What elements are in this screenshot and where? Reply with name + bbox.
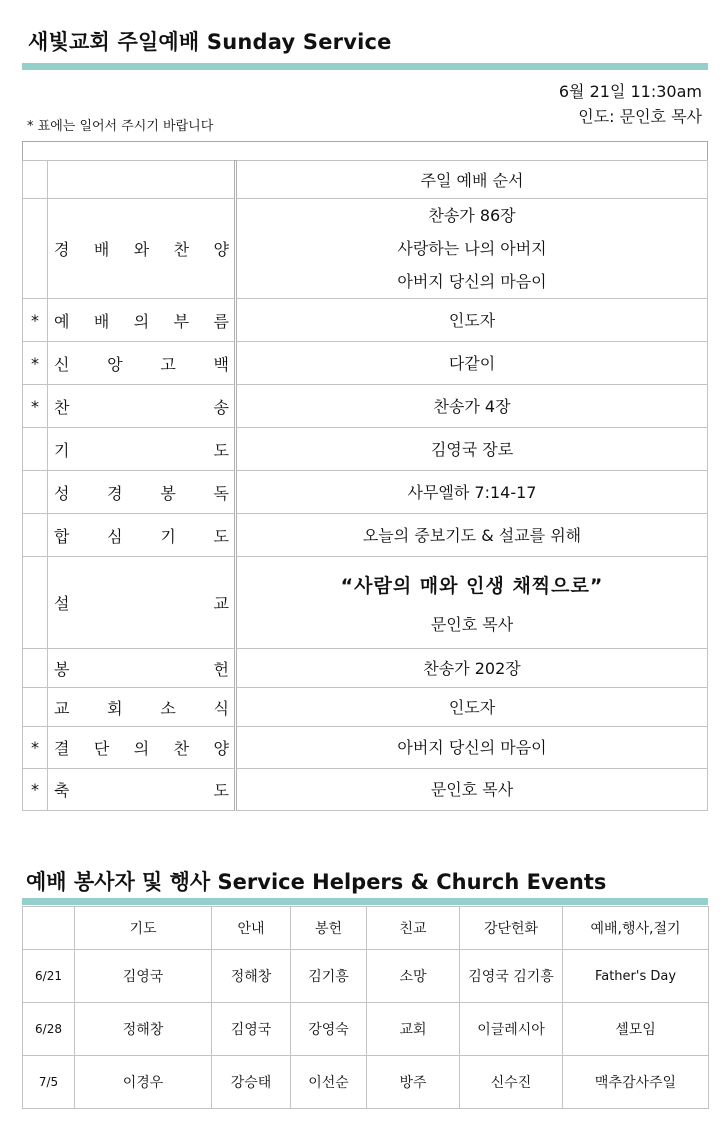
helpers-column-header: 친교 (367, 907, 460, 950)
order-item-value (236, 727, 708, 769)
order-value-line: 사무엘하 7:14-17 (407, 482, 537, 502)
order-item-label (48, 649, 236, 688)
order-item-label (48, 385, 236, 428)
label-char: 의 (133, 739, 150, 758)
helpers-cell: 김기흥 (291, 950, 367, 1003)
helpers-column-header: 봉헌 (291, 907, 367, 950)
order-item-value (236, 688, 708, 727)
label-char: 양 (213, 739, 229, 758)
order-value-line: 찬송가 202장 (423, 658, 521, 678)
order-value-line: 아버지 당신의 마음이 (397, 272, 547, 291)
label-char: 와 (133, 240, 150, 259)
label-char: 회 (107, 698, 123, 718)
label-char: 교 (54, 698, 70, 718)
label-char: 교 (213, 594, 229, 613)
helpers-column-header: 강단헌화 (460, 907, 563, 950)
label-char: 설 (54, 594, 70, 613)
helpers-cell: 이글레시아 (460, 1003, 563, 1056)
label-char: 헌 (213, 659, 229, 679)
helpers-row (23, 950, 709, 1003)
label-char: 도 (213, 526, 229, 546)
standing-mark: * (23, 769, 48, 811)
helpers-cell: 김영국 김기흥 (460, 950, 563, 1003)
helpers-column-header: 예배,행사,절기 (563, 907, 709, 950)
helpers-cell: 김영국 (212, 1003, 291, 1056)
helpers-cell: 이경우 (75, 1056, 212, 1109)
order-value-line: 찬송가 4장 (433, 396, 511, 416)
label-char: 경 (54, 240, 70, 259)
label-char: 의 (133, 311, 150, 331)
label-char: 봉 (160, 483, 176, 503)
label-char: 기 (160, 526, 176, 546)
label-char: 찬 (54, 397, 70, 417)
order-item-label (48, 557, 236, 649)
label-char: 배 (93, 311, 110, 331)
blank-banner (22, 141, 708, 161)
order-value-line: 김영국 장로 (430, 439, 514, 459)
helpers-cell: 교회 (367, 1003, 460, 1056)
helpers-cell: 정해창 (75, 1003, 212, 1056)
standing-mark: * (23, 342, 48, 385)
order-row (23, 385, 708, 428)
order-item-label (48, 471, 236, 514)
label-char: 심 (107, 526, 123, 546)
order-item-value (236, 769, 708, 811)
order-row (23, 727, 708, 769)
order-header-row (23, 161, 708, 199)
order-item-label (48, 769, 236, 811)
label-char: 합 (54, 526, 70, 546)
order-heading: 주일 예배 순서 (236, 161, 708, 199)
label-char: 양 (213, 240, 229, 259)
label-char: 도 (213, 440, 229, 460)
order-item-value (236, 199, 708, 299)
order-item-label (48, 299, 236, 342)
order-item-value (236, 471, 708, 514)
label-char: 경 (107, 483, 123, 503)
order-row (23, 649, 708, 688)
label-char: 송 (213, 397, 229, 417)
helpers-cell: 맥추감사주일 (563, 1056, 709, 1109)
helpers-cell: 소망 (367, 950, 460, 1003)
label-char: 앙 (107, 354, 123, 374)
label-char: 결 (54, 739, 70, 758)
order-row (23, 342, 708, 385)
standing-mark (23, 688, 48, 727)
helpers-divider (22, 898, 708, 905)
order-value-line: 인도자 (448, 310, 496, 330)
helpers-cell: 신수진 (460, 1056, 563, 1109)
order-value-line: 문인호 목사 (430, 780, 514, 799)
helpers-date-cell: 6/21 (23, 950, 75, 1003)
label-char: 독 (213, 483, 229, 503)
label-char: 백 (213, 354, 229, 374)
label-char: 기 (54, 440, 70, 460)
standing-mark (23, 428, 48, 471)
helpers-column-header (23, 907, 75, 950)
order-item-label (48, 727, 236, 769)
label-char: 식 (213, 698, 229, 718)
helpers-cell: 방주 (367, 1056, 460, 1109)
label-char: 예 (54, 311, 70, 331)
helpers-cell: 강승태 (212, 1056, 291, 1109)
standing-note: * 표에는 일어서 주시기 바랍니다 (27, 119, 214, 134)
order-value-line: 문인호 목사 (430, 615, 514, 634)
order-row (23, 299, 708, 342)
label-char: 성 (54, 483, 70, 503)
label-char: 단 (93, 739, 110, 758)
helpers-column-header: 기도 (75, 907, 212, 950)
order-item-value (236, 299, 708, 342)
standing-mark (23, 557, 48, 649)
title-divider (22, 63, 708, 70)
service-date-time: 6월 21일 11:30am (558, 82, 702, 101)
label-char: 름 (213, 311, 229, 331)
order-value-line: 사랑하는 나의 아버지 (397, 239, 547, 258)
order-item-value (236, 514, 708, 557)
helpers-cell: 강영숙 (291, 1003, 367, 1056)
label-char: 소 (160, 698, 176, 718)
standing-mark (23, 649, 48, 688)
order-row (23, 557, 708, 649)
order-item-label (48, 199, 236, 299)
standing-mark: * (23, 299, 48, 342)
sermon-title: “사람의 매와 인생 채찍으로” (340, 575, 604, 597)
helpers-cell: Father's Day (563, 950, 709, 1003)
label-char: 신 (54, 354, 70, 374)
label-char: 부 (173, 311, 190, 331)
service-leader: 인도: 문인호 목사 (578, 107, 702, 126)
order-value-line: 찬송가 86장 (428, 206, 516, 225)
standing-mark (23, 471, 48, 514)
helpers-header-row (23, 907, 709, 950)
order-item-value (236, 342, 708, 385)
order-value-line: 다같이 (448, 353, 496, 373)
label-char: 도 (213, 781, 229, 800)
order-row (23, 514, 708, 557)
order-item-value (236, 385, 708, 428)
helpers-row (23, 1056, 709, 1109)
helpers-date-cell: 7/5 (23, 1056, 75, 1109)
order-item-label (48, 514, 236, 557)
helpers-cell: 김영국 (75, 950, 212, 1003)
order-item-value (236, 428, 708, 471)
standing-mark: * (23, 385, 48, 428)
order-header-mark-cell (23, 161, 48, 199)
order-row (23, 428, 708, 471)
order-item-label (48, 688, 236, 727)
order-row (23, 199, 708, 299)
order-item-label (48, 428, 236, 471)
helpers-table (22, 906, 709, 1109)
order-item-value (236, 557, 708, 649)
order-value-line: 아버지 당신의 마음이 (397, 738, 547, 757)
label-char: 배 (93, 240, 110, 259)
label-char: 고 (160, 354, 176, 374)
helpers-row (23, 1003, 709, 1056)
order-row (23, 769, 708, 811)
order-value-line: 인도자 (448, 697, 496, 717)
standing-mark (23, 199, 48, 299)
order-value-line: 오늘의 중보기도 & 설교를 위해 (362, 525, 582, 545)
helpers-date-cell: 6/28 (23, 1003, 75, 1056)
label-char: 축 (54, 781, 70, 800)
label-char: 찬 (173, 739, 190, 758)
standing-mark (23, 514, 48, 557)
helpers-cell: 셀모임 (563, 1003, 709, 1056)
helpers-cell: 이선순 (291, 1056, 367, 1109)
helpers-section-title: 예배 봉사자 및 행사 Service Helpers & Church Events (26, 870, 607, 894)
page-title: 새빛교회 주일예배 Sunday Service (28, 30, 392, 54)
standing-mark: * (23, 727, 48, 769)
order-row (23, 471, 708, 514)
worship-order-table (22, 160, 708, 811)
label-char: 봉 (54, 659, 70, 679)
helpers-cell: 정해창 (212, 950, 291, 1003)
label-char: 찬 (173, 240, 190, 259)
helpers-column-header: 안내 (212, 907, 291, 950)
order-item-label (48, 342, 236, 385)
order-header-label-cell (48, 161, 236, 199)
order-item-value (236, 649, 708, 688)
order-row (23, 688, 708, 727)
